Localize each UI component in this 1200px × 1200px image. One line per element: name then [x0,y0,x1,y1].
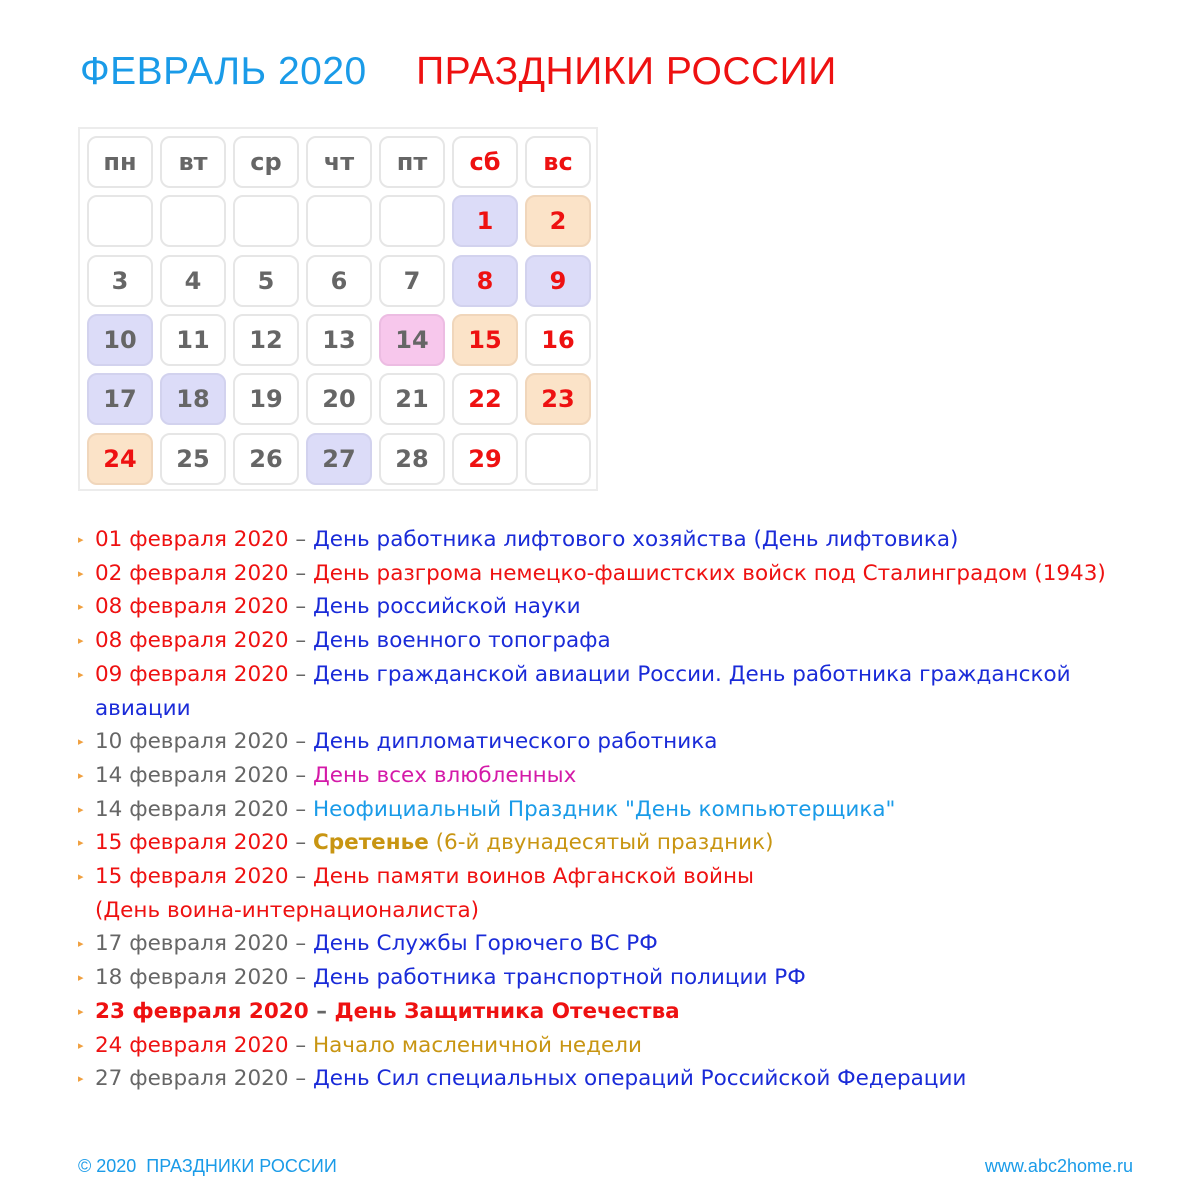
bullet-arrow-icon: ▸ [78,971,84,985]
bullet-arrow-icon: ▸ [78,634,84,648]
calendar-day[interactable]: 20 [306,373,372,425]
calendar-grid [78,127,598,491]
footer-site-link[interactable]: www.abc2home.ru [984,1156,1133,1176]
month-title: ФЕВРАЛЬ 2020 [80,50,367,93]
holiday-note: (6-й двунадесятый праздник) [428,830,774,856]
calendar-day[interactable]: 17 [87,373,153,425]
holiday-date: 15 февраля 2020 [95,864,289,890]
calendar-day[interactable]: 9 [525,255,591,307]
calendar-day[interactable]: 26 [233,433,299,485]
separator-dash: – [295,762,307,788]
holiday-item [78,1029,1178,1063]
separator-dash: – [295,560,307,586]
calendar-day[interactable]: 28 [379,433,445,485]
calendar-empty-cell [160,195,226,247]
holiday-item [78,759,1178,793]
footer-copyright: © 2020 ПРАЗДНИКИ РОССИИ [78,1156,337,1176]
holiday-item [78,658,1178,725]
weekday-header: сб [452,136,518,188]
page-title [80,50,837,94]
separator-dash: – [295,965,307,991]
holiday-item [78,590,1178,624]
holiday-item [78,826,1178,860]
separator-dash: – [295,864,307,890]
separator-dash: – [295,661,307,687]
holidays-title: ПРАЗДНИКИ РОССИИ [416,50,837,93]
separator-dash: – [295,1032,307,1058]
holiday-item [78,793,1178,827]
weekday-header: ср [233,136,299,188]
holiday-name: Неофициальный Праздник "День компьютерщика" [312,796,896,822]
separator-dash: – [295,729,307,755]
holiday-name: День работника лифтового хозяйства (День лифтовика) [312,527,959,552]
holiday-name: День всех влюбленных [312,762,577,788]
holiday-date: 10 февраля 2020 [95,729,289,755]
calendar-empty-cell [306,195,372,247]
calendar-day[interactable]: 8 [452,255,518,307]
holiday-item [78,624,1178,658]
holiday-name-continued: (День воина-интернационалиста) [95,897,480,923]
bullet-arrow-icon: ▸ [78,937,84,951]
calendar-day[interactable]: 15 [452,314,518,366]
bullet-arrow-icon: ▸ [78,836,84,850]
separator-dash: – [295,830,307,856]
bullet-arrow-icon: ▸ [78,1038,84,1052]
holiday-date: 17 февраля 2020 [95,931,289,957]
holiday-list [78,523,1178,1096]
calendar-day[interactable]: 16 [525,314,591,366]
calendar-day[interactable]: 25 [160,433,226,485]
bullet-arrow-icon: ▸ [78,667,84,681]
holiday-date: 14 февраля 2020 [95,762,289,788]
calendar-day[interactable]: 7 [379,255,445,307]
calendar-day[interactable]: 2 [525,195,591,247]
calendar-day[interactable]: 29 [452,433,518,485]
holiday-name: Начало масленичной недели [312,1032,642,1058]
holiday-name: День Сил специальных операций Российской Федерации [312,1066,967,1092]
holiday-date: 08 февраля 2020 [95,594,289,620]
bullet-arrow-icon: ▸ [78,870,84,884]
holiday-name: День дипломатического работника [312,729,718,755]
bullet-arrow-icon: ▸ [78,735,84,749]
holiday-item [78,961,1178,995]
separator-dash: – [295,931,307,957]
calendar-day[interactable]: 4 [160,255,226,307]
calendar-day[interactable]: 19 [233,373,299,425]
calendar-day[interactable]: 10 [87,314,153,366]
holiday-item [78,523,1178,557]
holiday-name: День памяти воинов Афганской войны [312,864,755,890]
holiday-date: 01 февраля 2020 [95,527,289,552]
holiday-date: 23 февраля 2020 [95,998,309,1024]
bullet-arrow-icon: ▸ [78,566,84,580]
calendar-day[interactable]: 13 [306,314,372,366]
separator-dash: – [295,594,307,620]
separator-dash: – [295,628,307,654]
calendar-empty-cell [379,195,445,247]
separator-dash: – [295,796,307,822]
calendar-empty-cell [87,195,153,247]
weekday-header: вс [525,136,591,188]
bullet-arrow-icon: ▸ [78,1004,84,1018]
holiday-item [78,860,1178,927]
calendar-day[interactable]: 11 [160,314,226,366]
calendar-day[interactable]: 1 [452,195,518,247]
holiday-name-continued: авиации [95,695,191,721]
holiday-name: День российской науки [312,594,581,620]
calendar-day[interactable]: 18 [160,373,226,425]
holiday-name: День военного топографа [312,628,611,654]
calendar-day[interactable]: 23 [525,373,591,425]
holiday-name: День работника транспортной полиции РФ [312,965,806,991]
bullet-arrow-icon: ▸ [78,533,84,546]
calendar-empty-cell [233,195,299,247]
holiday-date: 08 февраля 2020 [95,628,289,654]
separator-dash: – [316,998,327,1024]
holiday-item [78,557,1178,591]
holiday-date: 15 февраля 2020 [95,830,289,856]
holiday-date: 18 февраля 2020 [95,965,289,991]
weekday-header: пт [379,136,445,188]
weekday-header: чт [306,136,372,188]
weekday-header: пн [87,136,153,188]
calendar-day[interactable]: 24 [87,433,153,485]
weekday-header: вт [160,136,226,188]
calendar-day[interactable]: 14 [379,314,445,366]
calendar-day[interactable]: 12 [233,314,299,366]
calendar-day[interactable]: 27 [306,433,372,485]
bullet-arrow-icon: ▸ [78,600,84,614]
holiday-name: День Службы Горючего ВС РФ [312,931,658,957]
calendar-empty-cell [525,433,591,485]
separator-dash: – [295,527,307,552]
calendar-day[interactable]: 5 [233,255,299,307]
holiday-name: День Защитника Отечества [334,998,680,1024]
calendar-day[interactable]: 22 [452,373,518,425]
holiday-name: Сретенье [312,830,429,856]
bullet-arrow-icon: ▸ [78,1072,84,1086]
calendar-day[interactable]: 6 [306,255,372,307]
calendar-day[interactable]: 3 [87,255,153,307]
holiday-item [78,725,1178,759]
separator-dash: – [295,1066,307,1092]
bullet-arrow-icon: ▸ [78,802,84,816]
holiday-name: День разгрома немецко-фашистских войск под Сталинградом (1943) [312,560,1106,586]
holiday-item [78,995,1178,1029]
holiday-item [78,1062,1178,1096]
calendar-day[interactable]: 21 [379,373,445,425]
holiday-date: 24 февраля 2020 [95,1032,289,1058]
holiday-item [78,927,1178,961]
holiday-date: 09 февраля 2020 [95,661,289,687]
holiday-name: День гражданской авиации России. День работника гражданской [312,661,1071,687]
holiday-date: 27 февраля 2020 [95,1066,289,1092]
holiday-date: 02 февраля 2020 [95,560,289,586]
holiday-date: 14 февраля 2020 [95,796,289,822]
bullet-arrow-icon: ▸ [78,768,84,782]
